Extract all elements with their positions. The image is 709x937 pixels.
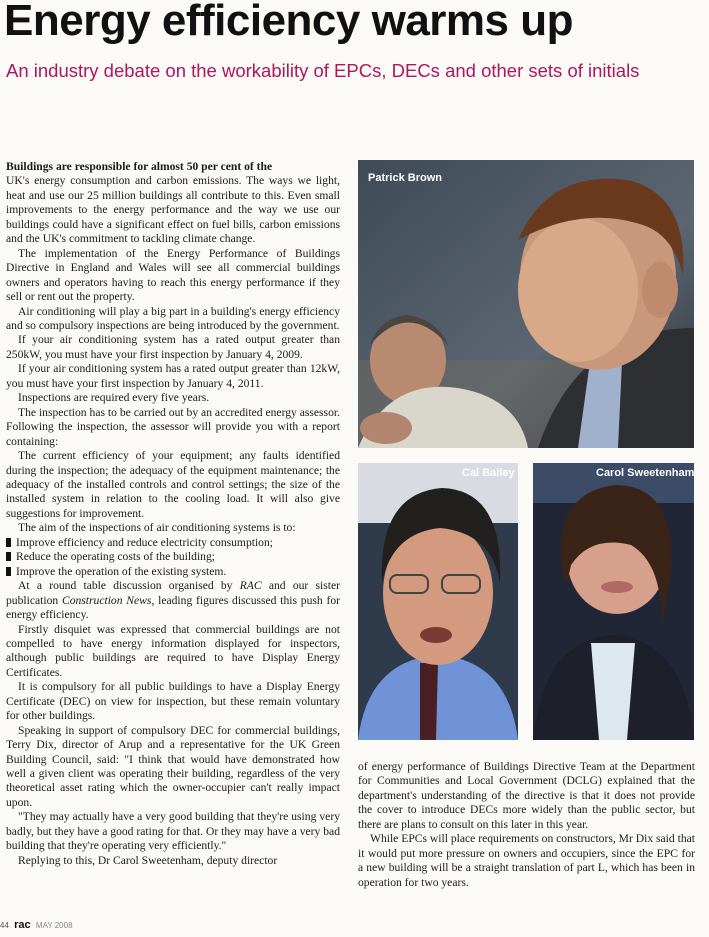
- paragraph: Replying to this, Dr Carol Sweetenham, deputy director: [18, 853, 278, 867]
- bullet-text: Improve the operation of the existing system.: [16, 564, 227, 578]
- text-run: , leading figures discussed this push for energy efficiency.: [6, 593, 340, 622]
- page-footer: [0, 919, 73, 931]
- bullet-item: [6, 550, 340, 564]
- issue-date: MAY 2008: [35, 921, 73, 930]
- publication-name: Construction News: [61, 593, 152, 607]
- bullet-text: Reduce the operating costs of the building;: [16, 550, 215, 564]
- photo-patrick-brown: [358, 160, 694, 448]
- photo-cal-bailey: [358, 463, 518, 740]
- caption-patrick-brown: Patrick Brown: [368, 172, 442, 184]
- bullet-item: [6, 565, 340, 579]
- paragraph: The implementation of the Energy Performance of Buildings Directive in England and Wales will see all commercial buildings owners and operators having to reach this energy performance if they sell or rent out the property.: [6, 246, 340, 304]
- lead-bold-text: Buildings are responsible for almost 50 per cent of the: [6, 160, 273, 173]
- headline: Energy efficiency warms up: [4, 0, 573, 45]
- bullet-square-icon: [6, 538, 11, 547]
- paragraph: The aim of the inspections of air conditioning systems is to:: [18, 521, 296, 535]
- portrait-illustration: [358, 160, 694, 448]
- body-column-1: [6, 160, 340, 868]
- text-run: and our sister publication: [6, 579, 340, 607]
- portrait-illustration: [533, 463, 694, 740]
- bullet-square-icon: [6, 567, 11, 576]
- bullet-square-icon: [6, 552, 11, 561]
- paragraph: of energy performance of Buildings Directive Team at the Department for Communities and Local Government (DCLG) explained that the department's understanding of the directive is that it does not provide the cover to introduce DECs more widely than the public sector, but there are plans to consult on this later in this year.: [358, 760, 695, 831]
- paragraph: The current efficiency of your equipment; any faults identified during the inspection; the adequacy of the equipment maintenance; the adequacy of the installed controls and control settings; the size of the installed system in relation to the cooling load. It will also give suggestions for improvement.: [6, 449, 340, 520]
- paragraph: Speaking in support of compulsory DEC for commercial buildings, Terry Dix, director of Arup and a representative for the UK Green Building Council, said: "I think that would have demonstrated how well a given client was operating their building, regardless of the very theoretical asset rating which the owner-occupier can't really impact upon.: [6, 723, 340, 809]
- standfirst: An industry debate on the workability of EPCs, DECs and other sets of initials: [6, 60, 640, 81]
- magazine-name: RAC: [239, 579, 262, 593]
- bullet-text: Improve efficiency and reduce electricity consumption;: [16, 535, 273, 549]
- photo-carol-sweetenham: [533, 463, 694, 740]
- caption-cal-bailey: Cal Bailey: [462, 467, 515, 479]
- paragraph: "They may actually have a very good building that they're using very badly, but they have a good rating for that. Or they may have a very bad building that they're operating very efficiently.": [6, 810, 340, 853]
- paragraph: While EPCs will place requirements on constructors, Mr Dix said that it would put more pressure on owners and occupiers, since the EPC for a new building will be a straight translation of part L, which has been in operation for two years.: [358, 832, 695, 889]
- rac-logo: rac: [14, 919, 31, 931]
- page-number: 44: [0, 921, 9, 930]
- paragraph: Air conditioning will play a big part in a building's energy efficiency and so compulsory inspections are being introduced by the government.: [6, 304, 340, 332]
- paragraph: The inspection has to be carried out by an accredited energy assessor. Following the inspection, the assessor will provide you with a report containing:: [6, 405, 340, 448]
- body-column-2: [358, 760, 695, 890]
- lead-paragraph: [6, 160, 340, 247]
- caption-carol-sweetenham: Carol Sweetenham: [596, 467, 695, 479]
- paragraph: Firstly disquiet was expressed that commercial buildings are not compelled to have energy information displayed for inspectors, although public buildings are required to have Display Energy Certificates.: [6, 622, 340, 679]
- lead-text: UK's energy consumption and carbon emissions. The ways we light, heat and use our 25 million buildings all contribute to this. Even small improvements to the energy performance and the way we use our buildings could have a significant effect on fuel bills, carbon emissions and the UK's commitment to tackling climate change.: [6, 174, 340, 246]
- bullet-item: [6, 536, 340, 550]
- portrait-illustration: [358, 463, 518, 740]
- paragraph: It is compulsory for all public buildings to have a Display Energy Certificate (DEC) on view for inspection, but these remain voluntary for other buildings.: [6, 680, 340, 723]
- paragraph: [6, 579, 340, 622]
- paragraph: If your air conditioning system has a rated output greater than 12kW, you must have your first inspection by January 4, 2011.: [6, 362, 340, 390]
- paragraph: If your air conditioning system has a rated output greater than 250kW, you must have your first inspection by January 4, 2009.: [6, 333, 340, 361]
- paragraph: Inspections are required every five years.: [18, 391, 210, 405]
- text-run: At a round table discussion organised by: [18, 579, 233, 593]
